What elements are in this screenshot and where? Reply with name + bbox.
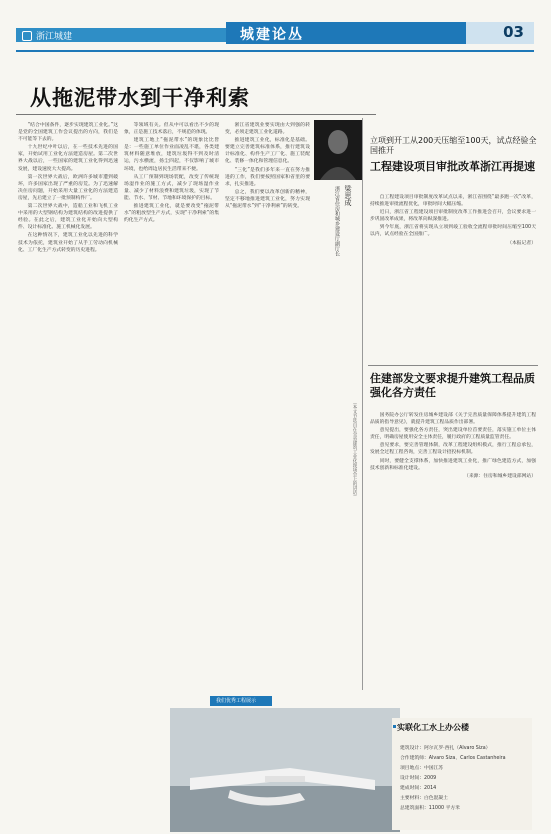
paragraph: 推进建筑工业化，就是要改变“拖泥带水”的粗放型生产方式，实现“干净利索”的集约化生产方式。 [124,204,219,224]
feature-label-bar [210,696,272,706]
article-column-1 [18,122,118,822]
section-bar [226,22,466,44]
paragraph: 到今年底，浙江省将实现从立项到竣工验收全流程审批时间压缩至100天以内，试点经验在全国推广。 [370,225,536,238]
author-name: 梁思成 [344,185,352,206]
paragraph: 十九世纪中叶以后，在一些技术先进的国家，开始试用工业化方法建造房屋。第二次世界大战以后，一些国家的建筑工业化得到迅速发展，建设速度大大提高。 [18,145,118,172]
paragraph: 从工厂预制到现场装配，改变了传统现场湿作业的施工方式，减少了现场湿作业量、减少了材料浪费和建筑垃圾，实现了节能、节水、节材、节地和环境保护的目标。 [124,174,219,201]
paragraph: 等领域有关。但从中可以看出不少的现象，正是施工技术落后，不规范的体现。 [124,123,219,136]
paragraph: 第二次世界大战中，造船工业和飞机工业中采用的大型钢结构为建筑结构的改进提供了经验。在此之后，建筑工业化开始向大型构件、设计标准化、施工机械化发展。 [18,204,118,231]
feature-building-photo [170,708,400,832]
article2-body [370,412,536,692]
paragraph: “结合中国条件，逐步实现建筑工业化。”这是党的全国建筑工作会议提出的方向，我们是不可能等下去的。 [18,123,118,143]
project-info-line: 合作建筑师：Alvaro Siza、Carlos Castanheira [400,756,506,761]
paragraph: 国务院办公厅转发住房城乡建设部《关于完善质量保障体系提升建筑工程品质的指导意见》，就提升建筑工程品质作出部署。 [370,413,536,426]
article1-subtitle: 立项到开工从200天压缩至100天，试点经验全国推开 [370,136,537,155]
column-divider [362,118,363,690]
article-source: （来源：住房和城乡建设部网站） [464,473,536,479]
paragraph: 意见提出，要强化各方责任，突出建设单位首要责任，落实施工单位主体责任，明确房屋使用安全主体责任，履行政府的工程质量监管责任。 [370,428,536,441]
project-info-line: 建成时间：2014 [400,786,437,791]
project-info-line: 总建筑面积：11000 平方米 [400,806,460,811]
paragraph: 在这种情况下，建筑工业化以先进的科学技术为依托，建筑业开始了从手工劳动向机械化、工厂化生产方式转变的历史进程。 [18,233,118,253]
project-info-line: 项目地点：中国江苏 [400,766,444,771]
paragraph: “三化”是我们多年来一直在努力推进的工作，我们要按照国家和省里的要求，扎实推进。 [225,167,310,187]
brand-bar [16,28,226,42]
project-title: 实联化工水上办公楼 [397,723,469,732]
header-rule [16,50,534,52]
project-info-line: 主要材料：白色混凝土 [400,796,448,801]
paragraph: 意见要求，要完善管理体制，改革工程建设组织模式，推行工程总承包，发展全过程工程咨询，完善工程设计招投标机制。 [370,443,536,456]
author-title: 浙江省住房和城乡建设厅副厅长 [334,186,340,256]
page-number: 03 [503,23,524,41]
paragraph: 推进建筑工业化，标准化是基础。要建立完善建筑标准体系，推行建筑设计标准化、构件生产工厂化、施工装配化、装修一体化和管理信息化。 [225,138,310,165]
paragraph: 近日，浙江省工程建设项目审批制度改革工作推进会召开，会议要求进一步巩固改革成果，将改革向纵深推进。 [370,210,536,223]
article-source: （本报记者） [507,240,536,246]
page-header [0,0,551,52]
article-column-3 [225,122,310,692]
logo-icon [22,31,32,41]
paragraph: 自工程建设项目审批制度改革试点以来，浙江省围绕“最多跑一次”改革，持续推进审批流程优化，审批时间大幅压缩。 [370,195,536,208]
article-separator [368,365,538,366]
author-photo [314,120,362,180]
article1-title: 工程建设项目审批改革浙江再提速 [370,160,535,173]
paragraph: 建筑工地上“拖泥带水”的现象比比皆是：一些施工单位作业面凌乱不堪，各类建筑材料随意堆放，建筑垃圾得不到及时清运，污水横流，扬尘四起，不仅影响了城市环境，也给周边居民生活带来不便。 [124,138,219,172]
brand-name: 浙江城建 [36,32,73,42]
author-note: （本文节选自在全省建筑工业化现场会上的讲话） [352,400,357,499]
main-headline: 从拖泥带水到干净利索 [30,85,250,110]
paragraph: 总之，我们要以改革创新的精神，坚定不移地推进建筑工业化，努力实现从“拖泥带水”到“干净利索”的转变。 [225,189,310,210]
paragraph: 同时，要健全支撑体系，加快推进建筑工业化，推广绿色建造方式，加强技术创新和标准化建设。 [370,458,536,471]
article2-title: 住建部发文要求提升建筑工程品质 强化各方责任 [370,372,535,399]
project-info-line: 设计时间：2009 [400,776,437,781]
bullet-icon [393,725,396,728]
page-number-box [466,22,534,44]
feature-label: 我们优秀工程展示 [216,698,257,704]
project-info-line: 建筑设计：阿尔瓦罗·西扎（Alvaro Siza） [400,746,491,751]
paragraph: 浙江省建筑业要实现由大到强的转变，必须走建筑工业化道路。 [225,123,310,136]
article1-body [370,194,536,354]
headline-rule [16,114,376,115]
paragraph: 第一次世界大战后，欧洲许多城市遭到破坏，许多国家出现了严重的房荒。为了迅速解决住房问题，开始采用大量工业化的方法建造房屋，先后建立了一批预制构件厂。 [18,174,118,201]
section-title: 城建论丛 [240,27,304,43]
